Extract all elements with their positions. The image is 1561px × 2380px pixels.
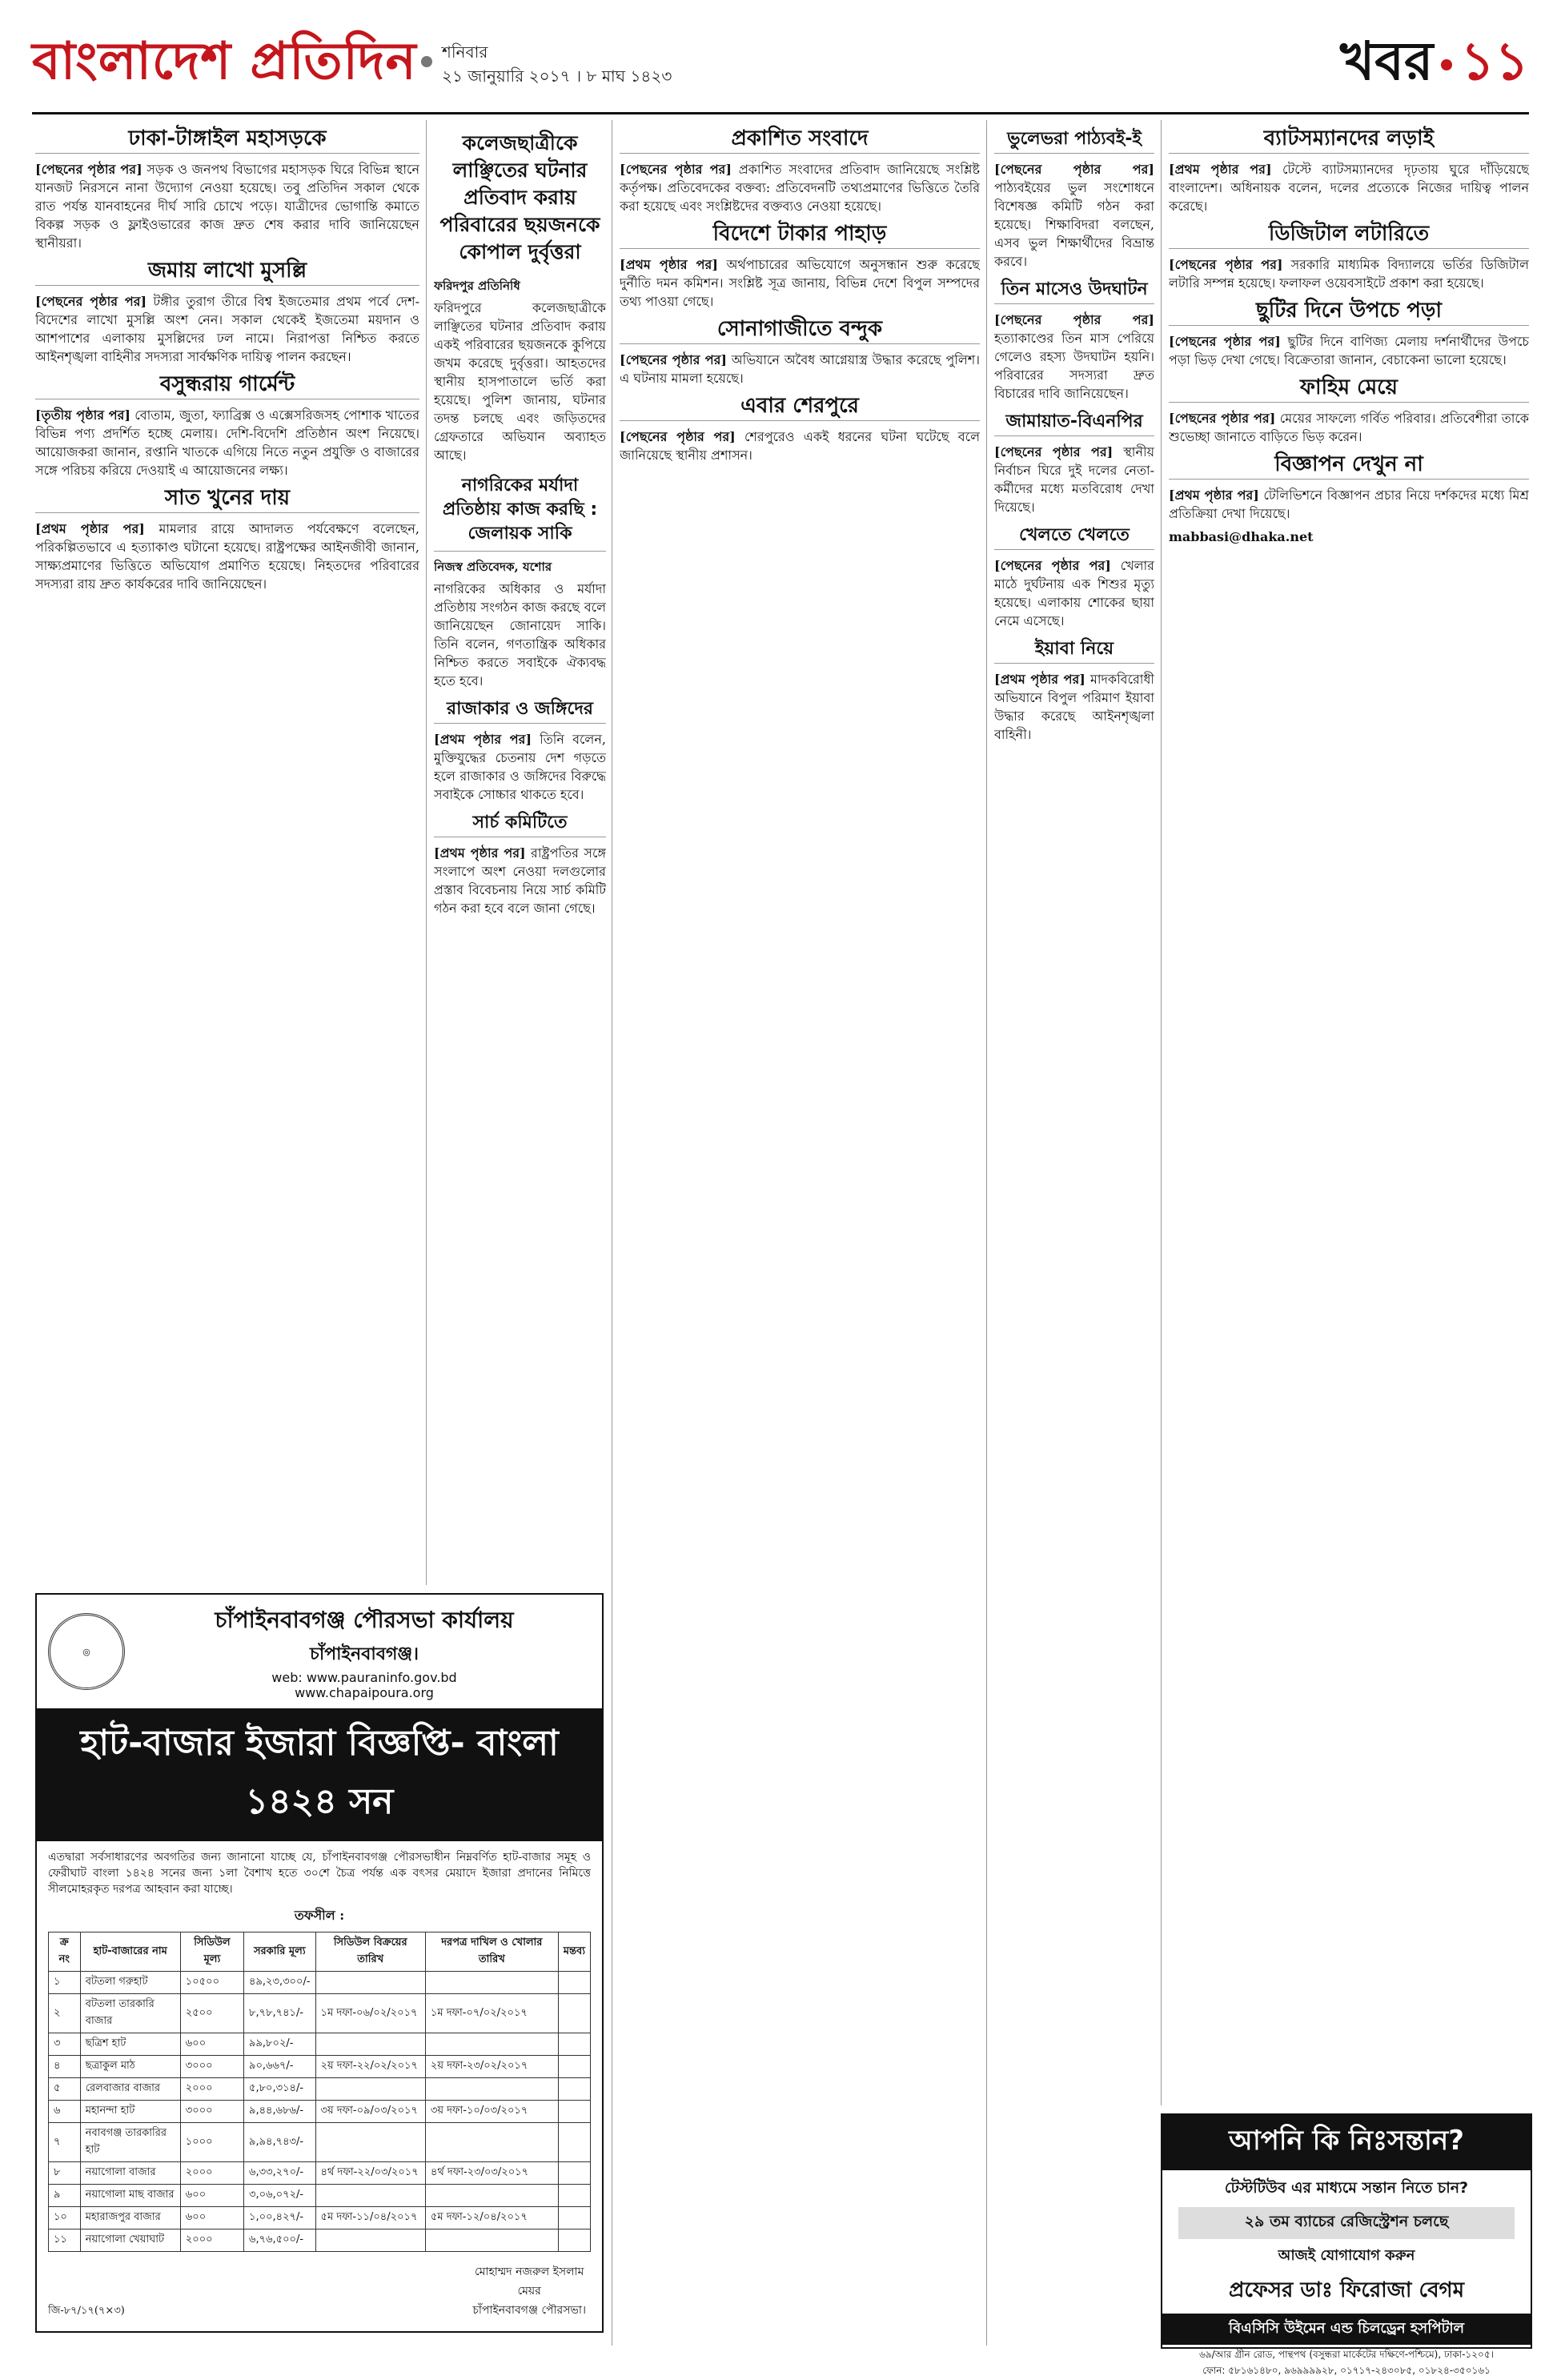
clinic-hospital: বিএসিসি উইমেন এন্ড চিলড্রেন হসপিটাল [1162, 2314, 1531, 2345]
column-divider [986, 120, 987, 2346]
table-cell: নয়াগোলা বাজার [80, 2162, 180, 2185]
section-title [1340, 21, 1529, 109]
signer-name: মোহাম্মদ নজরুল ইসলাম [474, 2266, 584, 2278]
article-garments: [তৃতীয় পৃষ্ঠার পর] বোতাম, জুতা, ফ্যাব্রিক্স ও এক্সেসরিজসহ পোশাক খাতের বিভিন্ন পণ্য প্রদর্শিত হচ্ছে মেলায়। দেশি-বিদেশি প্রতিষ্ঠান অংশ নিয়েছে। আয়োজকরা জানান, রপ্তানি খাতকে এগিয়ে নিতে নতুন প্রযুক্তি ও বাজারের সঙ্গে পরিচয় করিয়ে দেওয়াই এ আয়োজনের লক্ষ্য। [35, 407, 419, 478]
section-name: খবর [1339, 30, 1434, 92]
table-cell: ৯ [49, 2185, 81, 2207]
table-cell: ২ [49, 1994, 81, 2033]
lease-column-header: মন্তব্য [558, 1932, 590, 1972]
table-cell: ২০০০ [180, 2229, 243, 2252]
tender-banner: হাট-বাজার ইজারা বিজ্ঞপ্তি- বাংলা ১৪২৪ সন [37, 1708, 602, 1841]
table-cell [315, 2185, 425, 2207]
table-cell: ৫,৮০,৩১৪/- [244, 2078, 315, 2101]
headline-ads: বিজ্ঞাপন দেখুন না [1169, 452, 1529, 480]
table-cell: ২০০০ [180, 2162, 243, 2185]
email-link[interactable]: mabbasi@dhaka.net [1169, 529, 1314, 544]
table-cell: ৩,০৬,০৭২/- [244, 2185, 315, 2207]
table-cell: ৮,৭৮,৭৪১/- [244, 1994, 315, 2033]
table-cell [558, 2033, 590, 2056]
tender-district: চাঁপাইনবাবগঞ্জ। [309, 1644, 419, 1664]
table-row [49, 2162, 591, 2185]
headline-playing: খেলতে খেলতে [994, 523, 1154, 550]
headline-textbook: ভুলেভরা পাঠ্যবই-ই [994, 126, 1154, 154]
table-cell: ৫ম দফা-১২/০৪/২০১৭ [425, 2207, 558, 2229]
table-cell: ৩য় দফা-১০/০৩/২০১৭ [425, 2101, 558, 2123]
table-cell: ৬০০ [180, 2033, 243, 2056]
headline-razakar: রাজাকার ও জঙ্গিদের [434, 696, 606, 724]
table-cell [425, 2185, 558, 2207]
headline-money-hill: বিদেশে টাকার পাহাড় [620, 222, 980, 249]
table-cell [315, 2078, 425, 2101]
headline-search-committee: সার্চ কমিটিতে [434, 810, 606, 837]
table-cell [315, 2229, 425, 2252]
table-cell: বটতলা তারকারি বাজার [80, 1994, 180, 2033]
table-cell [425, 2229, 558, 2252]
table-cell [558, 1972, 590, 1994]
table-cell [558, 2207, 590, 2229]
table-cell: ২য় দফা-২৩/০২/২০১৭ [425, 2056, 558, 2078]
brand-dot-icon [421, 56, 432, 67]
lease-column-header: সিডিউল মূল্য [180, 1932, 243, 1972]
lease-column-header: সরকারি মূল্য [244, 1932, 315, 1972]
article-published-news: [পেছনের পৃষ্ঠার পর] প্রকাশিত সংবাদের প্রতিবাদ জানিয়েছে সংশ্লিষ্ট কর্তৃপক্ষ। প্রতিবেদকের বক্তব্য: প্রতিবেদনটি তথ্যপ্রমাণের ভিত্তিতে তৈরি করা হয়েছে এবং সংশ্লিষ্টদের বক্তব্যও নেওয়া হয়েছে। [620, 162, 980, 214]
table-cell [558, 2162, 590, 2185]
table-cell: ৪৯,২৩,৩০০/- [244, 1972, 315, 1994]
table-cell: মহারাজপুর বাজার [80, 2207, 180, 2229]
table-cell: ২৫০০ [180, 1994, 243, 2033]
table-cell: ৯০,৬৬৭/- [244, 2056, 315, 2078]
date-block [442, 40, 672, 88]
headline-three-months: তিন মাসেও উদঘাটন [994, 277, 1154, 304]
lease-table-body [49, 1972, 591, 2252]
article-razakar: [প্রথম পৃষ্ঠার পর] তিনি বলেন, মুক্তিযুদ্ধের চেতনায় দেশ গড়তে হলে রাজাকার ও জঙ্গিদের বিরুদ্ধে সবাইকে সোচ্চার থাকতে হবে। [434, 732, 606, 802]
table-cell: ১ [49, 1972, 81, 1994]
article-money-hill: [প্রথম পৃষ্ঠার পর] অর্থপাচারের অভিযোগে অনুসন্ধান শুরু করেছে দুর্নীতি দমন কমিশন। সংশ্লিষ্ট সূত্র জানায়, বিভিন্ন দেশে বিপুল সম্পদের তথ্য পাওয়া গেছে। [620, 257, 980, 309]
table-row [49, 1994, 591, 2033]
table-cell: ৩০০০ [180, 2056, 243, 2078]
table-cell: ১০ [49, 2207, 81, 2229]
tender-web1[interactable]: web: www.pauraninfo.gov.bd [271, 1670, 457, 1685]
table-cell [315, 1972, 425, 1994]
clinic-doctor: প্রফেসর ডাঃ ফিরোজা বেগম [1228, 2278, 1465, 2302]
table-cell: বটতলা গরুহাট [80, 1972, 180, 1994]
table-cell: ৪ [49, 2056, 81, 2078]
column-4 [994, 120, 1154, 2346]
table-cell: ৯,৯৪,৭৪৩/- [244, 2123, 315, 2162]
tender-office: চাঁপাইনবাবগঞ্জ পৌরসভা কার্যালয় [215, 1607, 514, 1633]
article-digital-lottery: [পেছনের পৃষ্ঠার পর] সরকারি মাধ্যমিক বিদ্যালয়ে ভর্তির ডিজিটাল লটারি সম্পন্ন হয়েছে। ফলাফল ওয়েবসাইটে প্রকাশ করা হয়েছে। [1169, 257, 1529, 291]
red-dot-icon [1441, 59, 1452, 70]
signer-title: মেয়র [517, 2285, 541, 2298]
table-cell [558, 2123, 590, 2162]
headline-jute: জমায় লাখো মুসল্লি [35, 259, 419, 286]
table-cell: মহানন্দা হাট [80, 2101, 180, 2123]
table-cell: ছত্রিশ হাট [80, 2033, 180, 2056]
headline-published-news: প্রকাশিত সংবাদে [620, 126, 980, 154]
table-cell: ২য় দফা-২২/০২/২০১৭ [315, 2056, 425, 2078]
column-2 [434, 120, 606, 1585]
masthead [32, 16, 1529, 114]
clinic-phones: ফোন: ৫৮১৬১৪৮০, ৯৬৯৯৯৯২৮, ০১৭১৭-২৪৩০৮৫, ০১৮২৪-৩৫০১৬১ [1202, 2365, 1491, 2376]
table-cell: ৬ [49, 2101, 81, 2123]
article-jute: [পেছনের পৃষ্ঠার পর] টঙ্গীর তুরাগ তীরে বিশ্ব ইজতেমার প্রথম পর্বে দেশ-বিদেশের লাখো মুসল্লি অংশ নেন। সকাল থেকেই ইজতেমা ময়দান ও আশপাশের এলাকায় মুসল্লিদের ঢল নামে। নিরাপত্তা নিশ্চিত করতে আইনশৃঙ্খলা বাহিনীর সদস্যরা সার্বক্ষণিক দায়িত্ব পালন করছেন। [35, 294, 419, 364]
article-batsman: [প্রথম পৃষ্ঠার পর] টেস্টে ব্যাটসম্যানদের দৃঢ়তায় ঘুরে দাঁড়িয়েছে বাংলাদেশ। অধিনায়ক বলেন, দলের প্রত্যেকে নিজের দায়িত্ব পালন করেছে। [1169, 162, 1529, 214]
lease-table-header [49, 1932, 591, 1972]
table-cell [558, 2101, 590, 2123]
table-cell: নয়াগোলা মাছ বাজার [80, 2185, 180, 2207]
table-cell: রেলবাজার বাজার [80, 2078, 180, 2101]
table-cell: ৮ [49, 2162, 81, 2185]
headline-isha: ইয়াবা নিয়ে [994, 636, 1154, 664]
ad-code: জি-৮৭/১৭(৭×৩) [48, 2305, 125, 2317]
lease-table [48, 1932, 591, 2252]
table-cell [558, 1994, 590, 2033]
article-ads: [প্রথম পৃষ্ঠার পর] টেলিভিশনে বিজ্ঞাপন প্রচার নিয়ে দর্শকদের মধ্যে মিশ্র প্রতিক্রিয়া দেখা দিয়েছে। [1169, 488, 1529, 521]
article-college-student: ফরিদপুরে কলেজছাত্রীকে লাঞ্ছিতের ঘটনার প্রতিবাদ করায় একই পরিবারের ছয়জনকে কুপিয়ে জখম করেছে দুর্বৃত্তরা। আহতদের স্থানীয় হাসপাতালে ভর্তি করা হয়েছে। পুলিশ জানায়, ঘটনার তদন্ত চলছে এবং জড়িতদের গ্রেফতারে অভিযান অব্যাহত আছে। [434, 300, 606, 463]
table-row [49, 2207, 591, 2229]
table-cell [558, 2078, 590, 2101]
article-search-committee: [প্রথম পৃষ্ঠার পর] রাষ্ট্রপতির সঙ্গে সংলাপে অংশ নেওয়া দলগুলোর প্রস্তাব বিবেচনায় নিয়ে সার্চ কমিটি গঠন করা হবে বলে জানা গেছে। [434, 845, 606, 916]
article-seven-murders: [প্রথম পৃষ্ঠার পর] মামলার রায়ে আদালত পর্যবেক্ষণে বলেছেন, পরিকল্পিতভাবে এ হত্যাকাণ্ড ঘটানো হয়েছে। রাষ্ট্রপক্ষের আইনজীবী জানান, সাক্ষ্যপ্রমাণের ভিত্তিতে অভিযোগ প্রমাণিত হয়েছে। নিহতদের পরিবারের সদস্যরা রায় দ্রুত কার্যকরের দাবি জানিয়েছেন। [35, 521, 419, 592]
table-cell: ৬০০ [180, 2207, 243, 2229]
article-jamaat-bnp: [পেছনের পৃষ্ঠার পর] স্থানীয় নির্বাচন ঘিরে দুই দলের নেতা-কর্মীদের মধ্যে মতবিরোধ দেখা দিয়েছে। [994, 444, 1154, 515]
headline-gold: সোনাগাজীতে বন্দুক [620, 317, 980, 344]
table-cell [425, 2078, 558, 2101]
headline-girl: ফাহিম মেয়ে [1169, 375, 1529, 403]
clinic-line1: টেস্টটিউব এর মাধ্যমে সন্তান নিতে চান? [1224, 2179, 1469, 2197]
article-textbook: [পেছনের পৃষ্ঠার পর] পাঠ্যবইয়ের ভুল সংশোধনে বিশেষজ্ঞ কমিটি গঠন করা হয়েছে। শিক্ষাবিদরা বলছেন, এসব ভুল শিক্ষার্থীদের বিভ্রান্ত করবে। [994, 162, 1154, 269]
table-cell: ৯৯,৮০২/- [244, 2033, 315, 2056]
table-cell [425, 1972, 558, 1994]
column-5 [1169, 120, 1529, 2105]
table-cell [558, 2185, 590, 2207]
table-cell: ১১ [49, 2229, 81, 2252]
table-cell [315, 2033, 425, 2056]
table-row [49, 2101, 591, 2123]
headline-dignity: নাগরিকের মর্যাদা প্রতিষ্ঠায় কাজ করছি : জেলায়ক সাকি [434, 471, 606, 552]
tender-header [37, 1595, 602, 1708]
table-row [49, 1972, 591, 1994]
clinic-line2: ২৯ তম ব্যাচের রেজিস্ট্রেশন চলছে [1178, 2207, 1515, 2239]
article-three-months: [পেছনের পৃষ্ঠার পর] হত্যাকাণ্ডের তিন মাস পেরিয়ে গেলেও রহস্য উদঘাটন হয়নি। পরিবারের সদস্যরা দ্রুত বিচারের দাবি জানিয়েছেন। [994, 312, 1154, 401]
table-cell: ১ম দফা-০৬/০২/২০১৭ [315, 1994, 425, 2033]
tender-advertisement [35, 1593, 604, 2333]
table-row [49, 2229, 591, 2252]
page-number: ১১ [1460, 30, 1529, 92]
headline-digital-lottery: ডিজিটাল লটারিতে [1169, 222, 1529, 249]
table-cell [315, 2123, 425, 2162]
schedule-label: তফসীল : [294, 1908, 345, 1923]
signer-office: চাঁপাইনবাবগঞ্জ পৌরসভা। [472, 2304, 586, 2317]
table-cell: ১০০০ [180, 2123, 243, 2162]
column-1 [35, 120, 419, 1585]
table-cell: ৩ [49, 2033, 81, 2056]
article-holiday: [পেছনের পৃষ্ঠার পর] ছুটির দিনে বাণিজ্য মেলায় দর্শনার্থীদের উপচে পড়া ভিড় দেখা গেছে। বিক্রেতারা জানান, বেচাকেনা ভালো হয়েছে। [1169, 334, 1529, 367]
headline-seven-murders: সাত খুনের দায় [35, 486, 419, 513]
table-cell [558, 2056, 590, 2078]
table-row [49, 2056, 591, 2078]
signature-block [472, 2262, 586, 2320]
table-cell: ৬০০ [180, 2185, 243, 2207]
article-dignity: নাগরিকের অধিকার ও মর্যাদা প্রতিষ্ঠায় সংগঠন কাজ করছে বলে জানিয়েছেন জোনায়েদ সাকি। তিনি বলেন, গণতান্ত্রিক অধিকার নিশ্চিত করতে সবাইকে ঐক্যবদ্ধ হতে হবে। [434, 581, 606, 688]
table-cell: ১০৫০০ [180, 1972, 243, 1994]
table-cell [425, 2033, 558, 2056]
article-playing: [পেছনের পৃষ্ঠার পর] খেলার মাঠে দুর্ঘটনায় এক শিশুর মৃত্যু হয়েছে। এলাকায় শোকের ছায়া নেমে এসেছে। [994, 558, 1154, 628]
lease-column-header: সিডিউল বিক্রয়ের তারিখ [315, 1932, 425, 1972]
article-dhaka-tangail: [পেছনের পৃষ্ঠার পর] সড়ক ও জনপথ বিভাগের মহাসড়ক ঘিরে বিভিন্ন স্থানে যানজট নিরসনে নানা উদ্যোগ নেওয়া হয়েছে। তবু প্রতিদিন সকাল থেকে রাত পর্যন্ত যানবাহনের দীর্ঘ সারি চোখে পড়ে। যাত্রীদের ভোগান্তি কমাতে বিকল্প সড়ক ও ফ্লাইওভারের কাজ দ্রুত শেষ করার দাবি জানিয়েছেন স্থানীয়রা। [35, 162, 419, 251]
table-cell: ৩০০০ [180, 2101, 243, 2123]
table-cell: ৪র্থ দফা-২২/০৩/২০১৭ [315, 2162, 425, 2185]
article-gold: [পেছনের পৃষ্ঠার পর] অভিযানে অবৈধ আগ্নেয়াস্ত্র উদ্ধার করেছে পুলিশ। এ ঘটনায় মামলা হয়েছে। [620, 352, 980, 386]
headline-holiday: ছুটির দিনে উপচে পড়া [1169, 299, 1529, 326]
tender-body: এতদ্বারা সর্বসাধারণের অবগতির জন্য জানানো যাচ্ছে যে, চাঁপাইনবাবগঞ্জ পৌরসভাধীন নিম্নবর্ণিত হাট-বাজার সমূহ ও ফেরীঘাট বাংলা ১৪২৪ সনের জন্য ১লা বৈশাখ হতে ৩০শে চৈত্র পর্যন্ত এক বৎসর মেয়াদে ইজারা প্রদানের নিমিত্তে সীলমোহরকৃত দরপত্র আহবান করা যাচ্ছে। [48, 1851, 591, 1896]
table-cell: নয়াগোলা খেয়াঘাট [80, 2229, 180, 2252]
article-isha: [প্রথম পৃষ্ঠার পর] মাদকবিরোধী অভিযানে বিপুল পরিমাণ ইয়াবা উদ্ধার করেছে আইনশৃঙ্খলা বাহিনী। [994, 672, 1154, 742]
table-cell: ১,০০,৪২৭/- [244, 2207, 315, 2229]
table-row [49, 2123, 591, 2162]
table-cell [425, 2123, 558, 2162]
table-cell: ৩য় দফা-০৯/০৩/২০১৭ [315, 2101, 425, 2123]
table-row [49, 2033, 591, 2056]
lease-column-header: হাট-বাজারের নাম [80, 1932, 180, 1972]
table-cell: ২০০০ [180, 2078, 243, 2101]
column-3 [620, 120, 980, 2346]
table-row [49, 2185, 591, 2207]
column-divider [1161, 120, 1162, 2105]
column-divider [426, 120, 427, 1585]
table-cell: নবাবগঞ্জ তারকারির হাট [80, 2123, 180, 2162]
table-cell: ৬,৭৬,৫০০/- [244, 2229, 315, 2252]
headline-sherpur: এবার শেরপুরে [620, 394, 980, 421]
article-girl: [পেছনের পৃষ্ঠার পর] মেয়ের সাফল্যে গর্বিত পরিবার। প্রতিবেশীরা তাকে শুভেচ্ছা জানাতে বাড়িতে ভিড় করেন। [1169, 411, 1529, 444]
article-sherpur: [পেছনের পৃষ্ঠার পর] শেরপুরেও একই ধরনের ঘটনা ঘটেছে বলে জানিয়েছে স্থানীয় প্রশাসন। [620, 429, 980, 463]
table-cell: ৫ম দফা-১১/০৪/২০১৭ [315, 2207, 425, 2229]
table-cell: ৪র্থ দফা-২৩/০৩/২০১৭ [425, 2162, 558, 2185]
weekday: শনিবার [442, 42, 488, 62]
headline-jamaat-bnp: জামায়াত-বিএনপির [994, 409, 1154, 436]
byline-dignity: নিজস্ব প্রতিবেদক, যশোর [434, 560, 552, 574]
headline-college-student: কলেজছাত্রীকে লাঞ্ছিতের ঘটনার প্রতিবাদ করায় পরিবারের ছয়জনকে কোপাল দুর্বৃত্তরা [439, 131, 600, 263]
lease-column-header: ক্র নং [49, 1932, 81, 1972]
headline-batsman: ব্যাটসম্যানদের লড়াই [1169, 126, 1529, 154]
table-cell: ৬,৩৩,২৭০/- [244, 2162, 315, 2185]
clinic-advertisement [1161, 2113, 1532, 2376]
headline-garments: বসুন্ধরায় গার্মেন্ট [35, 372, 419, 399]
municipality-seal-icon: ◎ [48, 1613, 125, 1690]
headline-dhaka-tangail: ঢাকা-টাঙ্গাইল মহাসড়কে [35, 126, 419, 154]
table-row [49, 2078, 591, 2101]
table-cell [558, 2229, 590, 2252]
table-cell: ছত্রাকুল মাঠ [80, 2056, 180, 2078]
lease-column-header: দরপত্র দাখিল ও খোলার তারিখ [425, 1932, 558, 1972]
clinic-line3: আজই যোগাযোগ করুন [1278, 2247, 1415, 2264]
brand-logo: বাংলাদেশ প্রতিদিন [32, 32, 417, 91]
table-cell: ৫ [49, 2078, 81, 2101]
clinic-address: ৬৯/আর গ্রীন রোড, পান্থপথ (বসুন্ধরা মার্কেটের দক্ষিণে-পশ্চিমে), ঢাকা-১২০৫। [1199, 2349, 1494, 2360]
table-cell: ১ম দফা-০৭/০২/২০১৭ [425, 1994, 558, 2033]
table-cell: ৭ [49, 2123, 81, 2162]
table-cell: ৯,৪৪,৬৮৬/- [244, 2101, 315, 2123]
byline-college-student: ফরিদপুর প্রতিনিধি [434, 279, 520, 293]
tender-web2[interactable]: www.chapaipoura.org [295, 1685, 434, 1700]
clinic-question: আপনি কি নিঃসন্তান? [1162, 2115, 1531, 2170]
issue-date: ২১ জানুয়ারি ২০১৭ । ৮ মাঘ ১৪২৩ [442, 66, 672, 86]
